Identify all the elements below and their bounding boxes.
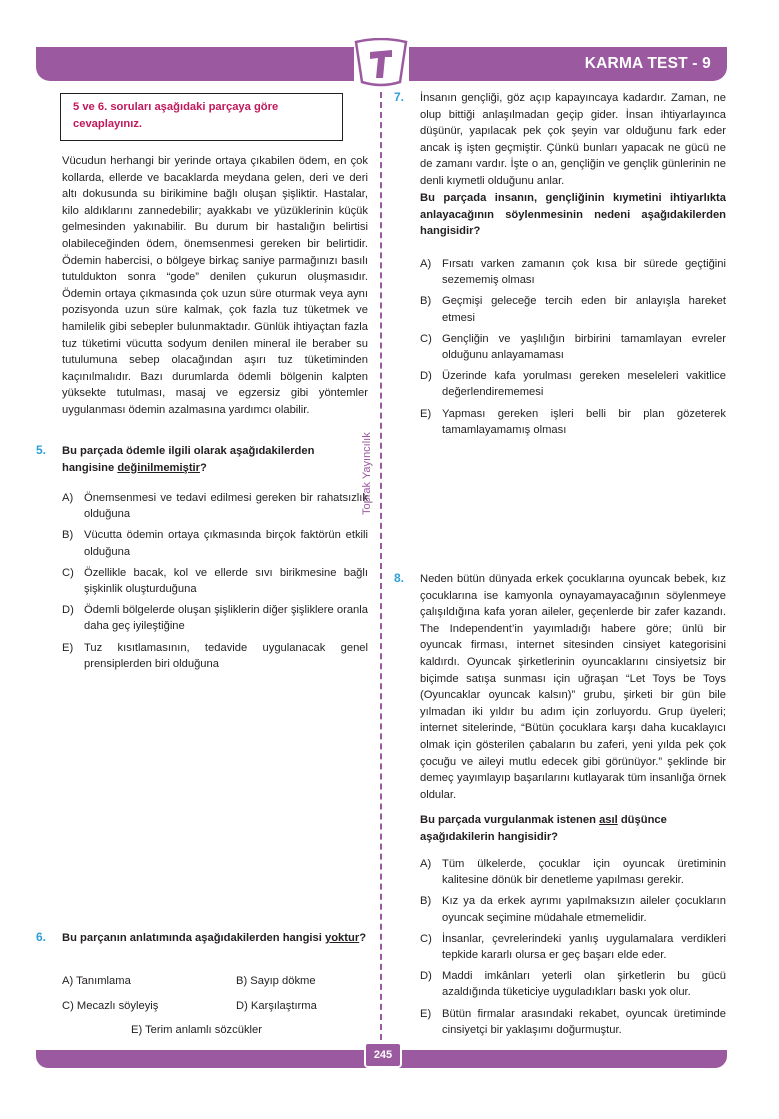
publisher-name: Toprak Yayıncılık: [361, 432, 373, 515]
option[interactable]: [62, 490, 368, 522]
option-text: İnsanlar, çevrelerindeki yanlış uygulamalara verdikleri tepkide kararlı olursa er geç başarı elde eder.: [442, 932, 726, 962]
question-8-passage: [420, 571, 726, 803]
option-letter: E): [131, 1024, 143, 1036]
question-8-number: 8.: [394, 571, 405, 585]
option[interactable]: [420, 856, 726, 888]
option[interactable]: [420, 1006, 726, 1038]
stem-emphasis: asıl: [599, 814, 618, 826]
option-letter: B): [420, 295, 432, 308]
option-letter: D): [236, 1000, 248, 1012]
option-letter: D): [420, 970, 432, 983]
option[interactable]: [236, 975, 316, 987]
option-letter: E): [62, 641, 74, 654]
option-text: Mecazlı söyleyiş: [76, 1000, 159, 1012]
option-text: Tanımlama: [76, 975, 131, 987]
option[interactable]: [62, 602, 368, 634]
option-letter: C): [420, 932, 432, 945]
option-text: Tüm ülkelerde, çocuklar için oyuncak üretiminin kalitesine dönük bir denetleme yapılması gerekir.: [442, 858, 726, 887]
question-5-stem: [62, 443, 368, 476]
option-text: Geçmişi geleceğe tercih eden bir anlayışla hareket etmesi: [442, 295, 726, 324]
option-letter: C): [420, 332, 432, 345]
stem-part: Bu parçanın anlatımında aşağıdakilerden hangisi: [62, 932, 325, 944]
question-7-stem: [420, 190, 726, 240]
header-bar-left: [36, 47, 354, 81]
option[interactable]: [131, 1024, 262, 1036]
option-letter: B): [420, 895, 432, 908]
option-text: Ödemli bölgelerde oluşan şişliklerin diğer şişliklere oranla daha geç iyileştiğine: [84, 604, 368, 633]
option[interactable]: [420, 256, 726, 288]
option-text: Gençliğin ve yaşlılığın birbirini tamamlayan evreler olduğunu anlayamaması: [442, 332, 726, 362]
option[interactable]: [420, 368, 726, 400]
option-text: Tuz kısıtlamasının, tedavide uygulanacak genel prensiplerden biri olduğuna: [84, 641, 368, 670]
question-5-options: [62, 490, 368, 677]
option-text: Vücutta ödemin ortaya çıkmasında birçok faktörün etkili olduğuna: [84, 529, 368, 558]
header-bar-right: [409, 47, 727, 81]
option-letter: B): [62, 529, 74, 542]
option-letter: C): [62, 566, 74, 579]
option-letter: E): [420, 1007, 432, 1020]
question-7-passage: [420, 90, 726, 190]
stem-emphasis: değinilmemiştir: [117, 461, 201, 474]
publisher-logo-icon: [350, 38, 412, 88]
option[interactable]: [62, 565, 368, 597]
option-letter: D): [420, 370, 432, 383]
option-text: Özellikle bacak, kol ve ellerde sıvı birikmesine bağlı şişkinlik oluşturduğuna: [84, 566, 368, 596]
stem-part: Bu parçada vurgulanmak istenen: [420, 814, 600, 826]
option-letter: C): [62, 1000, 74, 1012]
option-text: Sayıp dökme: [250, 975, 316, 987]
option-letter: A): [62, 975, 74, 987]
option[interactable]: [62, 640, 368, 672]
stem-end: düşünce aşağıdakilerin hangisidir?: [420, 814, 667, 843]
option[interactable]: [420, 893, 726, 925]
option[interactable]: [62, 1000, 158, 1012]
stem-part: Bu parçada ödemle ilgili olarak aşağıdakilerden hangisine: [62, 445, 315, 474]
option[interactable]: [420, 406, 726, 438]
option-letter: E): [420, 407, 432, 420]
test-title: KARMA TEST - 9: [584, 55, 711, 72]
stem-text: Bu parçada insanın, gençliğinin kıymetini ihtiyarlıkta anlayacağının söylenmesinin nedeni aşağıdakilerden hangisidir?: [420, 192, 726, 238]
passage-text: Neden bütün dünyada erkek çocuklarına oyuncak bebek, kız çocuklarına ise kamyonla oynayamayacağının söylenmeye çalışıldığına kafa yoran aileler, geçenlerde bir zafer kazandı. The Independent’in yayımladığı habere göre; ünlü bir oyuncak firması, internet sitesinden cinsiyet kategorisini kaldırdı. Oyuncak şirketlerinin oyuncaklarını cinsiyetsiz bir biçimde satışa sunması için uğraşan “Let Toys be Toys (Oyuncaklar oyuncak kalsın)” grubu, şirketi bir gün bile yılmadan iki yıldır bu adım için zorluyordu. Grup üyeleri; internet sitelerinde, “Bütün çocuklara karşı daha kucaklayıcı olmak için gösterilen çabaların bu zaferi, yeni yılda pek çok çocuğu ve aileyi mutlu edecek gibi görünüyor.” şeklinde bir demeç yayımlayıp başarılarını kutlayarak tüm insanlığa örnek oldular.: [420, 573, 726, 801]
question-8-stem: [420, 812, 726, 845]
instruction-text: 5 ve 6. soruları aşağıdaki parçaya göre cevaplayınız.: [73, 101, 279, 130]
column-divider: [380, 92, 382, 1040]
option[interactable]: [420, 968, 726, 1000]
option[interactable]: [236, 1000, 317, 1012]
option-text: Terim anlamlı sözcükler: [145, 1024, 262, 1036]
option[interactable]: [420, 931, 726, 963]
passage-text: Vücudun herhangi bir yerinde ortaya çıkabilen ödem, en çok kollarda, ellerde ve bacaklarda meydana gelen, deri ve deri altı dokusunda su birikimine bağlı oluşan şişliktir. Hastalar, kilo aldıklarını zannedebilir; ayakkabı ve yüzüklerinin küçük gelmesinden yakınabilir. Bu durum bir hastalığın belirtisi olabileceğinden ödem, önemsenmesi gereken bir belirtidir. Ödemin habercisi, o bölgeye birkaç saniye parmağınızı basılı tutuldukton sonra “gode” denilen çukurun oluşmasıdır. Ödemin ortaya çıkmasında çok uzun süre oturmak veya aynı pozisyonda uzun süre kalmak, çok fazla tuz tüketmek ve hamilelik gibi sebepler bulunmaktadır. Günlük ihtiyaçtan fazla tuz tüketimi vücutta sodyum denilen mineral ile beraber su tutulumuna sebep olacağından aşırı tuz tüketiminden kaçınılmalıdır. Bazı durumlarda ödemli bölgenin kalpten yüksekte tutulması, masaj ve egzersiz gibi yöntemler uygulanması ödemin azalmasına yardımcı olabilir.: [62, 155, 368, 416]
option-text: Fırsatı varken zamanın çok kısa bir sürede geçtiğini sezememiş olması: [442, 258, 726, 287]
option-text: Kız ya da erkek ayrımı yapılmaksızın aileler çocukların oyuncak seçimine müdahale etmemelidir.: [442, 895, 726, 924]
option-text: Üzerinde kafa yorulması gereken meseleleri vakitlice değerlendirememesi: [442, 370, 726, 399]
question-7-number: 7.: [394, 90, 405, 104]
option-text: Yapması gereken işleri belli bir plan gözeterek tamamlayamamış olması: [442, 407, 726, 436]
option[interactable]: [62, 975, 131, 987]
question-6-number: 6.: [36, 930, 47, 944]
passage-5-6: [62, 153, 368, 419]
option-text: Maddi imkânları yeterli olan şirketlerin bu gücü azaldığında tüketiciye uyguladıkları baskı yok olur.: [442, 970, 726, 999]
option-letter: A): [420, 858, 432, 870]
option[interactable]: [62, 527, 368, 559]
stem-end: ?: [200, 461, 207, 474]
question-6-stem: [62, 930, 368, 947]
option-letter: A): [420, 258, 432, 270]
question-7-options: [420, 256, 726, 443]
option[interactable]: [420, 293, 726, 325]
stem-end: ?: [359, 932, 367, 944]
option[interactable]: [420, 331, 726, 363]
question-5-number: 5.: [36, 443, 47, 457]
question-8-options: [420, 856, 726, 1043]
option-letter: B): [236, 975, 248, 987]
option-text: Bütün firmalar arasındaki rekabet, oyuncak üretiminde cinsiyetçi bir yaklaşımı doğurmuştur.: [442, 1007, 726, 1036]
passage-text: İnsanın gençliği, göz açıp kapayıncaya kadardır. Zaman, ne olup bittiği anlaşılmadan geçip gider. İnsan ihtiyarlayınca düşünür, yapılacak pek çok şeyin var olduğunu fark eder ancak iş işten geçmiştir. Çünkü bunları yapacak ne gücü ne de zamanı vardır. İşte o an, gençliğin ve gençlik günlerinin ne denli kıymetli olduğunu anlar.: [420, 92, 726, 187]
instruction-box: [60, 93, 343, 141]
option-text: Önemsenmesi ve tedavi edilmesi gereken bir rahatsızlık olduğuna: [84, 492, 368, 521]
option-letter: A): [62, 492, 74, 504]
option-text: Karşılaştırma: [250, 1000, 317, 1012]
option-letter: D): [62, 604, 74, 617]
page-number: 245: [364, 1042, 402, 1068]
stem-emphasis: yoktur: [324, 932, 360, 944]
